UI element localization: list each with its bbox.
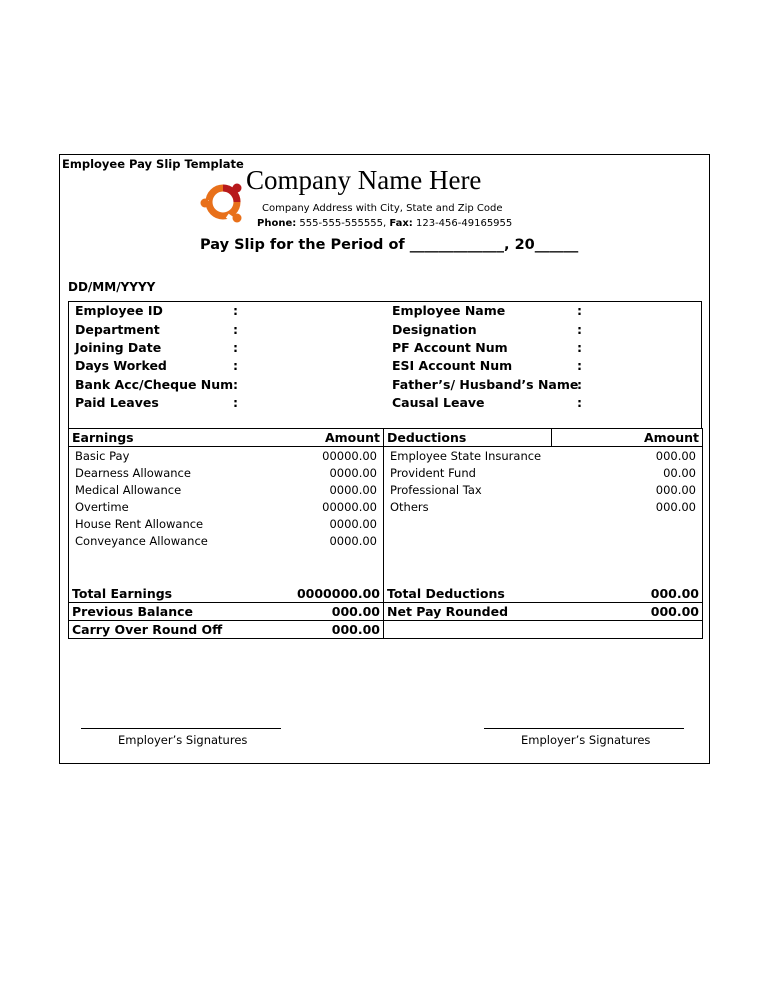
fax-value: 123-456-49165955 [415, 218, 513, 229]
signature-label-right: Employer’s Signatures [521, 733, 651, 747]
earning-amount: 0000.00 [329, 534, 377, 548]
fax-label: Fax: [389, 218, 413, 229]
info-sep: : [233, 358, 238, 373]
earnings-header: Earnings [69, 429, 231, 447]
previous-balance-label: Previous Balance [69, 603, 231, 621]
previous-balance-value: 000.00 [231, 603, 384, 621]
info-sep: : [577, 303, 582, 318]
deduction-item [387, 465, 699, 482]
earning-amount: 0000.00 [329, 483, 377, 497]
info-sep: : [577, 377, 582, 392]
company-address: Company Address with City, State and Zip Code [262, 203, 503, 214]
info-label-esi-account: ESI Account Num [392, 358, 513, 373]
balance-row [69, 603, 703, 621]
net-pay-value: 000.00 [552, 603, 703, 621]
earning-label: Medical Allowance [75, 483, 182, 497]
earning-item [72, 465, 380, 482]
info-label-designation: Designation [392, 322, 477, 337]
deduction-item [387, 482, 699, 499]
signature-label-left: Employer’s Signatures [118, 733, 248, 747]
deduction-amount: 000.00 [655, 483, 696, 497]
amount-header-2: Amount [552, 429, 703, 447]
total-deductions-value: 000.00 [552, 585, 703, 603]
earning-item [72, 482, 380, 499]
signature-line-right [484, 728, 684, 729]
earning-item [72, 499, 380, 516]
phone-value: 555-555-555555, [299, 218, 387, 229]
company-contact [257, 218, 512, 229]
earning-label: House Rent Allowance [75, 517, 204, 531]
info-label-days-worked: Days Worked [75, 358, 167, 373]
deduction-item [387, 499, 699, 516]
carry-over-value: 000.00 [231, 621, 384, 639]
info-label-father-husband-name: Father’s/ Husband’s Name [392, 377, 579, 392]
deduction-item [387, 448, 699, 465]
info-label-causal-leave: Causal Leave [392, 395, 485, 410]
earning-item [72, 448, 380, 465]
info-label-department: Department [75, 322, 160, 337]
total-earnings-label: Total Earnings [69, 585, 231, 603]
info-sep: : [577, 322, 582, 337]
info-label-bank-acc: Bank Acc/Cheque Num [75, 377, 234, 392]
company-logo-icon [197, 175, 249, 227]
pay-period: Pay Slip for the Period of _____________, 20______ [200, 237, 579, 253]
info-sep: : [233, 377, 238, 392]
deductions-header: Deductions [384, 429, 552, 447]
deduction-label: Others [390, 500, 429, 514]
company-name: Company Name Here [246, 165, 482, 195]
empty-cell [384, 621, 703, 639]
total-deductions-label: Total Deductions [384, 585, 552, 603]
info-sep: : [233, 340, 238, 355]
info-label-paid-leaves: Paid Leaves [75, 395, 159, 410]
earning-label: Overtime [75, 500, 129, 514]
table-header-row [69, 429, 703, 447]
earnings-list [69, 447, 384, 586]
carry-over-label: Carry Over Round Off [69, 621, 231, 639]
earning-label: Conveyance Allowance [75, 534, 208, 548]
deduction-amount: 000.00 [655, 449, 696, 463]
info-label-employee-id: Employee ID [75, 303, 163, 318]
pay-slip-document [59, 154, 710, 764]
info-sep: : [577, 358, 582, 373]
total-row [69, 585, 703, 603]
earning-label: Basic Pay [75, 449, 130, 463]
total-earnings-value: 0000000.00 [231, 585, 384, 603]
info-sep: : [233, 303, 238, 318]
table-body-row [69, 447, 703, 586]
info-label-employee-name: Employee Name [392, 303, 506, 318]
amount-header: Amount [231, 429, 384, 447]
earning-amount: 00000.00 [322, 500, 377, 514]
deductions-list [384, 447, 703, 586]
phone-label: Phone: [257, 218, 297, 229]
info-sep: : [577, 340, 582, 355]
deduction-amount: 00.00 [663, 466, 696, 480]
carry-over-row [69, 621, 703, 639]
info-sep: : [233, 322, 238, 337]
deduction-label: Provident Fund [390, 466, 476, 480]
earning-amount: 0000.00 [329, 517, 377, 531]
earning-amount: 00000.00 [322, 449, 377, 463]
earning-label: Dearness Allowance [75, 466, 191, 480]
earnings-deductions-table [68, 428, 703, 639]
info-label-pf-account: PF Account Num [392, 340, 508, 355]
deduction-label: Professional Tax [390, 483, 482, 497]
earning-amount: 0000.00 [329, 466, 377, 480]
earning-item [72, 516, 380, 533]
info-label-joining-date: Joining Date [75, 340, 162, 355]
earning-item [72, 533, 380, 550]
info-sep: : [233, 395, 238, 410]
signature-line-left [81, 728, 281, 729]
net-pay-label: Net Pay Rounded [384, 603, 552, 621]
info-sep: : [577, 395, 582, 410]
deduction-amount: 000.00 [655, 500, 696, 514]
deduction-label: Employee State Insurance [390, 449, 542, 463]
employee-info-box [68, 301, 702, 429]
slip-date: DD/MM/YYYY [68, 280, 156, 294]
template-title: Employee Pay Slip Template [62, 157, 244, 171]
